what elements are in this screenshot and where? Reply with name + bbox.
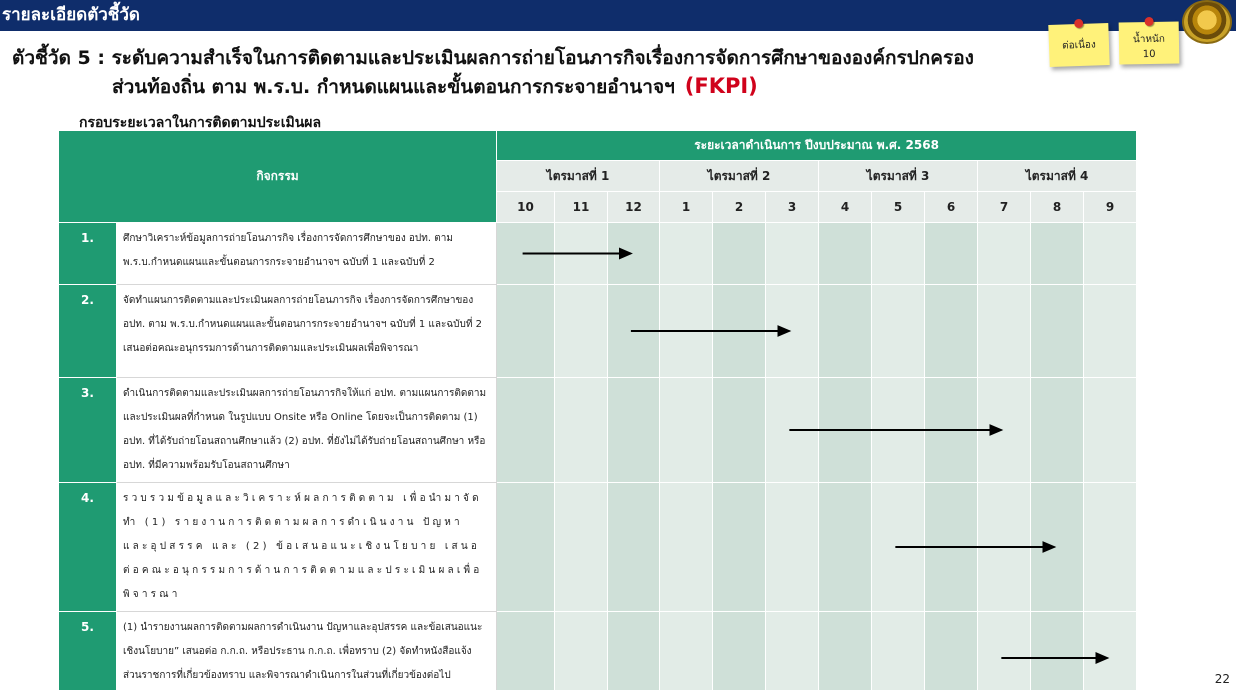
timeline-cell bbox=[819, 483, 872, 612]
activity-number: 4. bbox=[59, 483, 117, 612]
fkpi-tag: (FKPI) bbox=[684, 74, 758, 98]
timeline-cell bbox=[978, 285, 1031, 378]
timeframe-label: กรอบระยะเวลาในการติดตามประเมินผล bbox=[79, 115, 322, 131]
timeline-cell bbox=[1084, 378, 1137, 483]
note-weight-value: 10 bbox=[1142, 48, 1156, 61]
activity-number: 5. bbox=[59, 612, 117, 690]
activity-text: ดำเนินการติดตามและประเมินผลการถ่ายโอนภารกิจให้แก่ อปท. ตามแผนการติดตามและประเมินผลที่กำหนด ในรูปแบบ Onsite หรือ Online โดยจะเป็นการติดตาม (1) อปท. ที่ได้รับถ่ายโอนสถานศึกษาแล้ว (2) อปท. ที่ยังไม่ได้รับถ่ายโอนสถานศึกษา หรือ อปท. ที่มีความพร้อมรับโอนสถานศึกษา bbox=[117, 378, 497, 483]
timeline-cell bbox=[660, 378, 713, 483]
pin-icon bbox=[1145, 17, 1154, 26]
quarter-header: ไตรมาสที่ 3 bbox=[819, 161, 978, 192]
month-header: 6 bbox=[925, 192, 978, 223]
timeline-cell bbox=[660, 223, 713, 285]
sticky-note-weight bbox=[1119, 21, 1180, 64]
timeline-cell bbox=[925, 285, 978, 378]
timeline-cell bbox=[978, 378, 1031, 483]
gantt-table bbox=[58, 130, 1137, 690]
timeline-cell bbox=[555, 483, 608, 612]
timeline-cell bbox=[608, 612, 660, 690]
sticky-note-continuing bbox=[1048, 23, 1109, 67]
timeline-cell bbox=[925, 612, 978, 690]
timeline-cell bbox=[819, 285, 872, 378]
note-continuing-text: ต่อเนื่อง bbox=[1062, 39, 1097, 52]
timeline-cell bbox=[872, 483, 925, 612]
timeline-cell bbox=[713, 285, 766, 378]
timeline-cell bbox=[766, 223, 819, 285]
activity-number: 2. bbox=[59, 285, 117, 378]
activity-number: 3. bbox=[59, 378, 117, 483]
timeline-cell bbox=[925, 483, 978, 612]
timeline-cell bbox=[819, 378, 872, 483]
timeline-cell bbox=[660, 285, 713, 378]
timeline-cell bbox=[872, 285, 925, 378]
month-header: 7 bbox=[978, 192, 1031, 223]
timeline-cell bbox=[555, 378, 608, 483]
activity-row bbox=[59, 612, 1137, 690]
month-header: 4 bbox=[819, 192, 872, 223]
month-header: 9 bbox=[1084, 192, 1137, 223]
timeline-cell bbox=[1084, 223, 1137, 285]
timeline-cell bbox=[1084, 483, 1137, 612]
activity-header: กิจกรรม bbox=[59, 131, 497, 223]
timeline-cell bbox=[713, 612, 766, 690]
month-header: 3 bbox=[766, 192, 819, 223]
timeline-cell bbox=[713, 483, 766, 612]
timeline-cell bbox=[660, 612, 713, 690]
month-header: 12 bbox=[608, 192, 660, 223]
timeline-cell bbox=[555, 285, 608, 378]
activity-row bbox=[59, 285, 1137, 378]
month-header: 8 bbox=[1031, 192, 1084, 223]
timeline-cell bbox=[766, 483, 819, 612]
note-weight-label: น้ำหนัก bbox=[1132, 33, 1166, 46]
timeline-cell bbox=[713, 223, 766, 285]
page-number: 22 bbox=[1214, 672, 1230, 686]
timeline-cell bbox=[872, 223, 925, 285]
timeline-cell bbox=[1031, 285, 1084, 378]
timeline-cell bbox=[608, 483, 660, 612]
activity-row bbox=[59, 378, 1137, 483]
timeline-cell bbox=[766, 378, 819, 483]
timeline-cell bbox=[608, 285, 660, 378]
activity-text: ศึกษาวิเคราะห์ข้อมูลการถ่ายโอนภารกิจ เรื่องการจัดการศึกษาของ อปท. ตาม พ.ร.บ.กำหนดแผนและขั้นตอนการกระจายอำนาจฯ ฉบับที่ 1 และฉบับที่ 2 bbox=[117, 223, 497, 285]
quarter-header: ไตรมาสที่ 2 bbox=[660, 161, 819, 192]
timeline-cell bbox=[925, 378, 978, 483]
timeline-cell bbox=[1084, 612, 1137, 690]
timeline-cell bbox=[555, 223, 608, 285]
month-header: 5 bbox=[872, 192, 925, 223]
activity-row bbox=[59, 483, 1137, 612]
indicator-title bbox=[12, 44, 974, 101]
timeline-cell bbox=[872, 612, 925, 690]
indicator-line1: ตัวชี้วัด 5 : ระดับความสำเร็จในการติดตามและประเมินผลการถ่ายโอนภารกิจเรื่องการจัดการศึกษาขององค์กรปกครอง bbox=[12, 47, 974, 69]
timeline-cell bbox=[819, 223, 872, 285]
month-header: 1 bbox=[660, 192, 713, 223]
activity-text: จัดทำแผนการติดตามและประเมินผลการถ่ายโอนภารกิจ เรื่องการจัดการศึกษาของ อปท. ตาม พ.ร.บ.กำหนดแผนและขั้นตอนการกระจายอำนาจฯ ฉบับที่ 1 และฉบับที่ 2 เสนอต่อคณะอนุกรรมการด้านการติดตามและประเมินผลเพื่อพิจารณา bbox=[117, 285, 497, 378]
header-title: รายละเอียดตัวชี้วัด bbox=[2, 5, 140, 25]
pin-icon bbox=[1074, 19, 1083, 28]
timeline-cell bbox=[978, 483, 1031, 612]
timeline-cell bbox=[497, 483, 555, 612]
activity-text: รวบรวมข้อมูลและวิเคราะห์ผลการติดตาม เพื่อนำมาจัดทำ (1) รายงานการติดตามผลการดำเนินงาน ปัญหาและอุปสรรค และ (2) ข้อเสนอแนะเชิงนโยบาย เสนอต่อคณะอนุกรรมการด้านการติดตามและประเมินผลเพื่อพิจารณา bbox=[117, 483, 497, 612]
timeline-cell bbox=[872, 378, 925, 483]
timeline-cell bbox=[978, 223, 1031, 285]
timeline-cell bbox=[925, 223, 978, 285]
quarter-header: ไตรมาสที่ 4 bbox=[978, 161, 1137, 192]
timeline-cell bbox=[766, 612, 819, 690]
month-header: 2 bbox=[713, 192, 766, 223]
activity-number: 1. bbox=[59, 223, 117, 285]
month-header: 11 bbox=[555, 192, 608, 223]
emblem-logo bbox=[1182, 0, 1232, 44]
timeline-cell bbox=[497, 378, 555, 483]
timeline-cell bbox=[1084, 285, 1137, 378]
activity-row bbox=[59, 223, 1137, 285]
timeline-cell bbox=[555, 612, 608, 690]
timeline-cell bbox=[1031, 483, 1084, 612]
timeline-cell bbox=[819, 612, 872, 690]
timeline-cell bbox=[1031, 223, 1084, 285]
timeline-cell bbox=[497, 285, 555, 378]
timeline-cell bbox=[608, 223, 660, 285]
timeline-cell bbox=[660, 483, 713, 612]
month-header: 10 bbox=[497, 192, 555, 223]
timeline-cell bbox=[978, 612, 1031, 690]
indicator-line2: ส่วนท้องถิ่น ตาม พ.ร.บ. กำหนดแผนและขั้นตอนการกระจายอำนาจฯ bbox=[112, 76, 675, 98]
timeline-cell bbox=[608, 378, 660, 483]
timeline-cell bbox=[1031, 612, 1084, 690]
timeline-cell bbox=[713, 378, 766, 483]
timeline-cell bbox=[766, 285, 819, 378]
period-header: ระยะเวลาดำเนินการ ปีงบประมาณ พ.ศ. 2568 bbox=[497, 131, 1137, 161]
quarter-header: ไตรมาสที่ 1 bbox=[497, 161, 660, 192]
activity-text: (1) นำรายงานผลการติดตามผลการดำเนินงาน ปัญหาและอุปสรรค และข้อเสนอแนะเชิงนโยบาย” เสนอต่อ ก.ก.ถ. หรือประธาน ก.ก.ถ. เพื่อทราบ (2) จัดทำหนังสือแจ้งส่วนราชการที่เกี่ยวข้องทราบ และพิจารณาดำเนินการในส่วนที่เกี่ยวข้องต่อไป bbox=[117, 612, 497, 690]
timeline-cell bbox=[497, 612, 555, 690]
timeline-cell bbox=[497, 223, 555, 285]
timeline-cell bbox=[1031, 378, 1084, 483]
